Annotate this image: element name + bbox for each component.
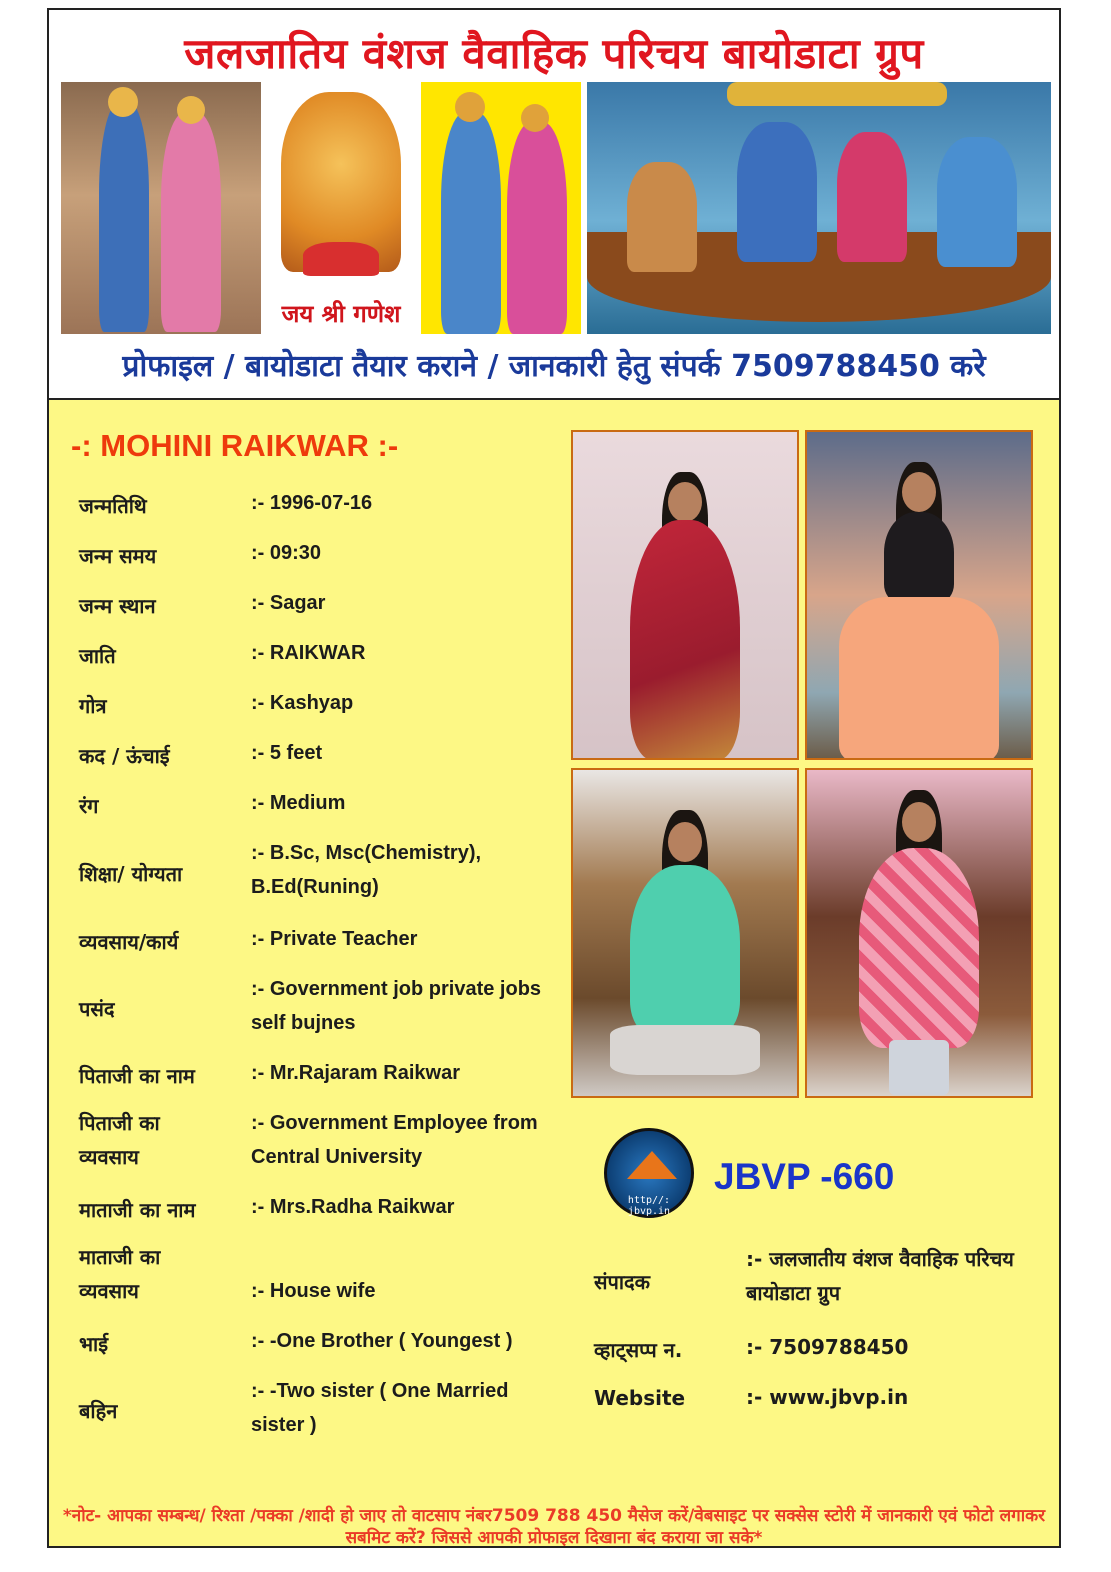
detail-value: :- Sagar [251, 592, 326, 614]
candidate-photo-seated-pink [805, 768, 1033, 1098]
header-banner [49, 10, 1059, 400]
contact-line: प्रोफाइल / बायोडाटा तैयार कराने / जानकारी हेतु संपर्क 7509788450 करे [122, 349, 986, 384]
candidate-photo-saree [571, 430, 799, 760]
detail-value: :- House wife [251, 1280, 376, 1302]
footer-note: *नोट- आपका सम्बन्ध/ रिश्ता /पक्का /शादी हो जाए तो वाटसाप नंबर7509 788 450 मैसेज करें/वेबसाइट पर सक्सेस स्टोरी में जानकारी एवं फोटो लगाकर सबमिट करें? जिससे आपकी प्रोफाइल दिखाना बंद कराया जा सके* [62, 1506, 1046, 1548]
detail-label: गोत्र [79, 694, 107, 718]
detail-label: जन्मतिथि [79, 494, 147, 518]
candidate-name: -: MOHINI RAIKWAR :- [71, 428, 399, 463]
detail-label: शिक्षा/ योग्यता [79, 862, 183, 886]
detail-value: :- RAIKWAR [251, 642, 366, 664]
detail-value: :- Kashyap [251, 692, 354, 714]
ganesh-caption: जय श्री गणेश [281, 300, 401, 328]
detail-value: :- Mrs.Radha Raikwar [251, 1196, 455, 1218]
detail-label: माताजी का व्यवसाय [79, 1245, 161, 1303]
detail-value: :- Private Teacher [251, 928, 418, 950]
candidate-photo-seated-green [571, 768, 799, 1098]
detail-label: माताजी का नाम [79, 1198, 196, 1222]
detail-label: कद / ऊंचाई [79, 744, 170, 768]
detail-label: रंग [79, 794, 99, 818]
detail-label: भाई [79, 1332, 109, 1356]
whatsapp-label: व्हाट्सप्प न. [594, 1338, 683, 1362]
detail-value: :- Government job private jobs self bujnes [251, 978, 542, 1034]
biodata-sheet [47, 8, 1061, 1548]
ram-sita-image-1 [61, 82, 261, 334]
group-title: जलजातिय वंशज वैवाहिक परिचय बायोडाटा ग्रुप [184, 29, 924, 78]
ram-sita-image-2 [421, 82, 581, 334]
jbvp-logo [604, 1128, 694, 1218]
detail-label: जाति [79, 644, 116, 668]
detail-value: :- 1996-07-16 [251, 492, 373, 514]
editor-value: :- जलजातीय वंशज वैवाहिक परिचय बायोडाटा ग्रुप [746, 1247, 1014, 1305]
detail-label: जन्म समय [79, 544, 157, 568]
house-icon [627, 1151, 677, 1179]
detail-value: :- -Two sister ( One Married sister ) [251, 1380, 509, 1436]
candidate-photo-gown [805, 430, 1033, 760]
deity-banner [61, 82, 1051, 334]
detail-label: व्यवसाय/कार्य [79, 930, 179, 954]
website-link[interactable]: :- www.jbvp.in [746, 1385, 909, 1409]
detail-value: :- B.Sc, Msc(Chemistry), B.Ed(Runing) [251, 842, 482, 898]
detail-label: पिताजी का व्यवसाय [79, 1111, 160, 1169]
detail-value: :- 5 feet [251, 742, 323, 764]
detail-label: जन्म स्थान [79, 594, 156, 618]
website-label: Website [594, 1386, 686, 1410]
whatsapp-number[interactable]: :- 7509788450 [746, 1335, 909, 1359]
ganesh-image [267, 82, 415, 334]
detail-label: पसंद [79, 997, 115, 1021]
detail-label: पिताजी का नाम [79, 1064, 195, 1088]
detail-value: :- Government Employee from Central University [251, 1112, 538, 1168]
detail-value: :- Mr.Rajaram Raikwar [251, 1062, 460, 1084]
detail-label: बहिन [79, 1399, 118, 1423]
logo-url-text: http//: jbvp.in [627, 1195, 671, 1217]
detail-value: :- Medium [251, 792, 346, 814]
profile-code: JBVP -660 [714, 1156, 895, 1197]
boat-scene-image [587, 82, 1051, 334]
detail-value: :- -One Brother ( Youngest ) [251, 1330, 513, 1352]
detail-value: :- 09:30 [251, 542, 322, 564]
editor-label: संपादक [594, 1270, 651, 1294]
